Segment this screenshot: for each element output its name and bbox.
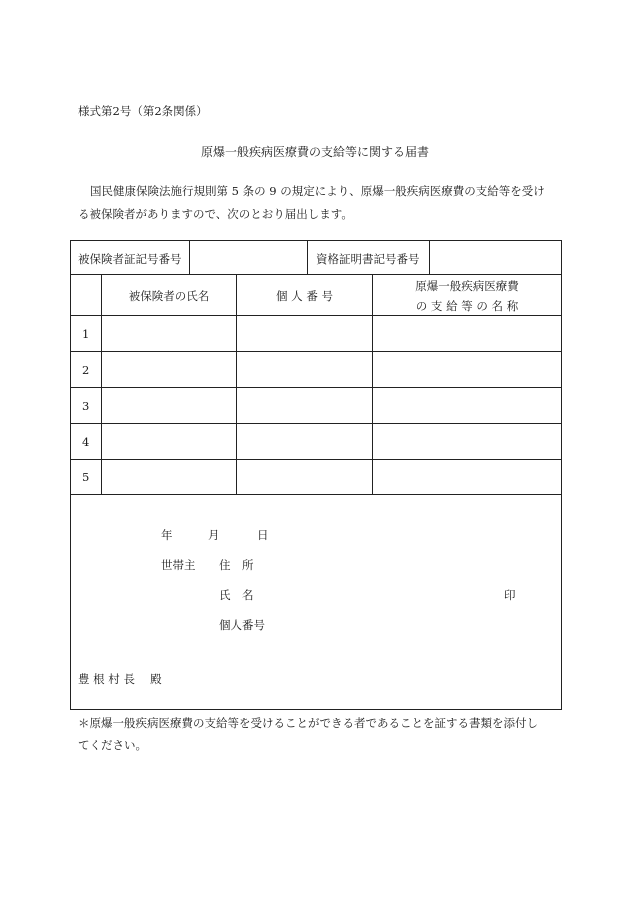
col-divider	[101, 274, 102, 494]
intro-text	[78, 180, 564, 226]
col-divider	[307, 241, 308, 274]
row-number: 1	[82, 327, 90, 341]
benefit-input[interactable]	[378, 433, 556, 451]
row-number: 3	[82, 399, 90, 413]
benefit-input[interactable]	[378, 325, 556, 343]
row-number: 5	[82, 470, 90, 484]
row-divider	[71, 387, 561, 388]
personal-number-input[interactable]	[242, 325, 366, 343]
name-input[interactable]	[107, 468, 231, 486]
addressee: 豊 根 村 長 殿	[78, 672, 162, 686]
col-header-benefit-line1: 原爆一般疾病医療費	[415, 279, 519, 293]
row-divider	[71, 459, 561, 460]
month-label: 月	[208, 528, 220, 542]
footnote	[78, 712, 564, 756]
benefit-input[interactable]	[378, 361, 556, 379]
personal-number-input[interactable]	[242, 433, 366, 451]
day-label: 日	[257, 528, 269, 542]
name-input[interactable]	[107, 433, 231, 451]
col-header-benefit-line2: の 支 給 等 の 名 称	[415, 299, 519, 313]
footnote-line-1: ＊原爆一般疾病医療費の支給等を受けることができる者であることを証する書類を添付し	[78, 716, 538, 730]
form-number: 様式第2号（第2条関係）	[78, 104, 208, 118]
row-divider	[71, 315, 561, 316]
address-label: 住 所	[219, 558, 254, 572]
qualification-input[interactable]	[435, 251, 555, 267]
name-label: 氏 名	[219, 588, 254, 602]
document-title: 原爆一般疾病医療費の支給等に関する届書	[200, 145, 429, 159]
row-divider	[71, 494, 561, 495]
year-label: 年	[161, 528, 173, 542]
row-divider	[71, 351, 561, 352]
name-input[interactable]	[107, 397, 231, 415]
footnote-line-2: てください。	[78, 738, 147, 752]
col-header-number: 個 人 番 号	[276, 289, 333, 303]
personal-number-input[interactable]	[242, 468, 366, 486]
seal-label: 印	[504, 588, 516, 602]
col-divider	[236, 274, 237, 494]
row-number: 4	[82, 435, 90, 449]
form-table	[70, 240, 562, 710]
intro-line-1: 国民健康保険法施行規則第 5 条の 9 の規定により、原爆一般疾病医療費の支給等を受け	[90, 184, 545, 198]
intro-line-2: る被保険者がありますので、次のとおり届出します。	[78, 207, 353, 221]
insured-card-input[interactable]	[195, 251, 301, 267]
col-divider	[429, 241, 430, 274]
insured-card-label: 被保険者証記号番号	[78, 252, 182, 266]
personal-number-input[interactable]	[242, 397, 366, 415]
col-header-name: 被保険者の氏名	[128, 289, 210, 303]
name-input[interactable]	[107, 325, 231, 343]
benefit-input[interactable]	[378, 468, 556, 486]
personal-number-label: 個人番号	[219, 618, 265, 632]
row-number: 2	[82, 363, 90, 377]
row-divider	[71, 423, 561, 424]
householder-label: 世帯主	[161, 558, 196, 572]
personal-number-input[interactable]	[242, 361, 366, 379]
qualification-label: 資格証明書記号番号	[316, 252, 420, 266]
benefit-input[interactable]	[378, 397, 556, 415]
col-divider	[189, 241, 190, 274]
row-divider	[71, 274, 561, 275]
name-input[interactable]	[107, 361, 231, 379]
